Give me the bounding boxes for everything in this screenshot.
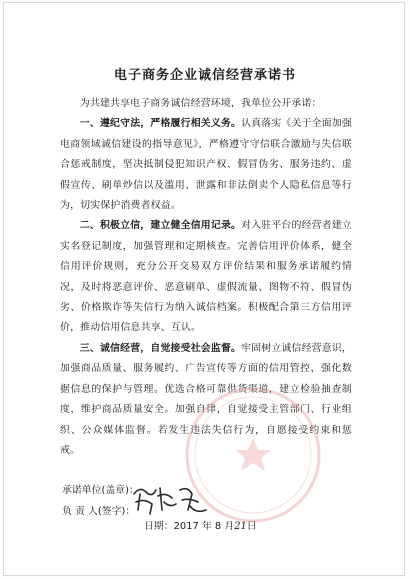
section-2 xyxy=(60,216,352,338)
document-body xyxy=(60,94,352,461)
date-line xyxy=(144,518,257,532)
footer xyxy=(62,480,362,522)
section-2-heading: 二、积极立信，建立健全信用记录。 xyxy=(79,220,242,232)
section-3-heading: 三、诚信经营，自觉接受社会监督。 xyxy=(79,342,242,354)
section-1-body: 认真落实《关于全面加强电商领域诚信建设的指导意见》，严格遵守守信联合激励与失信联合惩戒制度，坚决抵制侵犯知识产权、假冒伪劣、服务违约、虚假宣传、刷单炒信以及滥用、泄露和非法倒卖个人隐私信息等行为，切实保护消费者权益。 xyxy=(60,118,353,212)
person-label: 负 责 人(签字)： xyxy=(62,506,136,517)
section-3-body: 牢固树立诚信经营意识，加强商品质量、服务履约、广告宣传等方面的信用管控，强化数据信息的保护与管理。优选合格可靠供货渠道，建立检验抽查制度，维护商品质量安全。加强自律，自觉接受主管部门、行业组织、公众媒体监督。若发生违法失信行为，自愿接受约束和惩戒。 xyxy=(60,342,353,456)
section-3 xyxy=(60,339,352,461)
intro-paragraph: 为共建共享电子商务诚信经营环境，我单位公开承诺： xyxy=(79,98,322,109)
date-text: 日期：2017 年 8 月 xyxy=(144,521,235,532)
section-1 xyxy=(60,114,352,216)
document-title: 电子商务企业诚信经营承诺书 xyxy=(113,68,296,83)
unit-label: 承诺单位(盖章)： xyxy=(62,485,139,496)
section-1-heading: 一、遵纪守法，严格履行相关义务。 xyxy=(79,118,242,130)
date-day-handwritten: 21 xyxy=(234,521,247,532)
section-2-body: 对入驻平台的经营者建立实名登记制度，加强管理和定期核查。完善信用评价体系，健全信用评价规则，充分公开交易双方评价结果和服务承诺履约情况，及时将恶意评价、恶意刷单、虚假流量、图物不符、假冒伪劣、价格欺诈等失信行为纳入诚信档案。积极配合第三方信用评价，推动信用信息共享、互认。 xyxy=(60,220,353,334)
date-suffix: 日 xyxy=(246,521,257,532)
